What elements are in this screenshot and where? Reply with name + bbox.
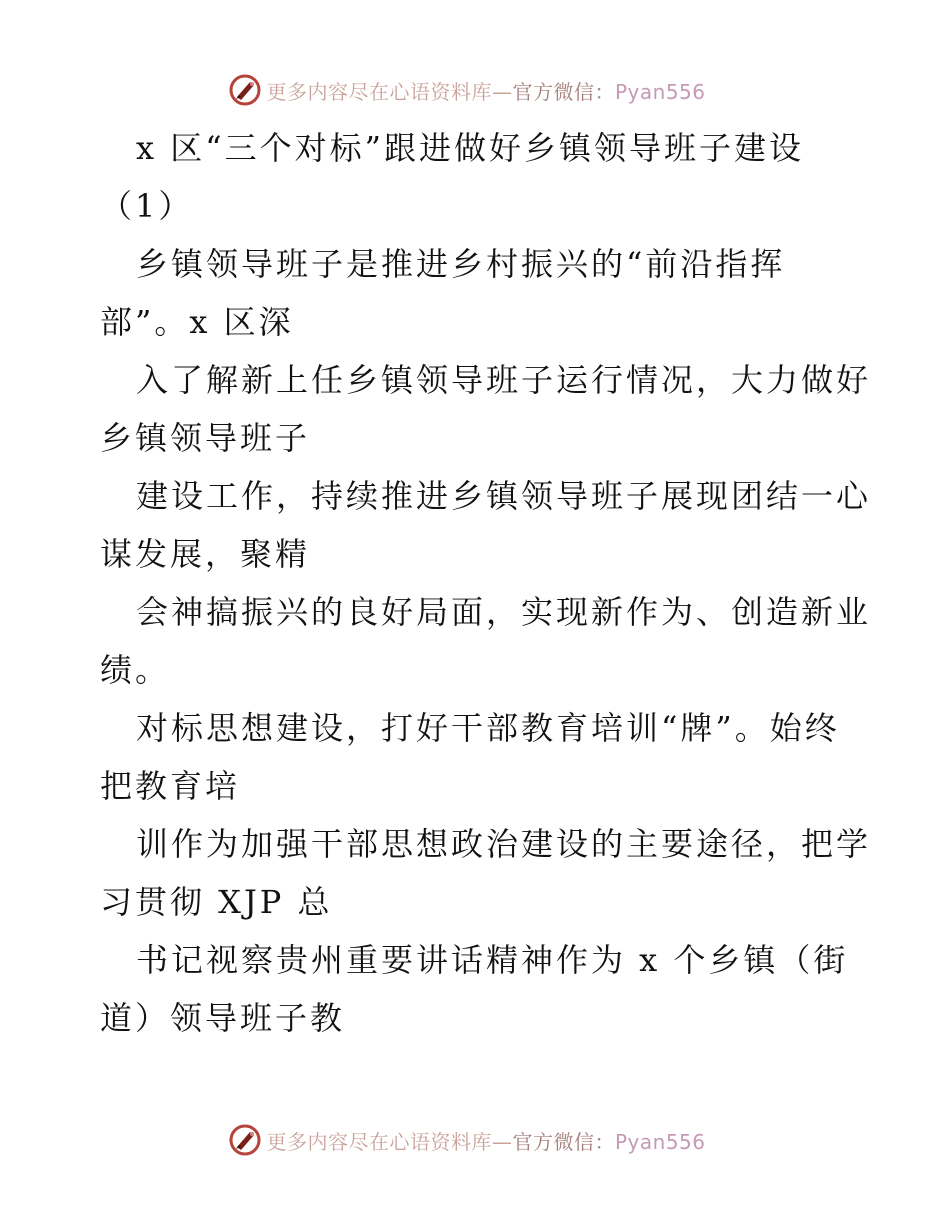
paragraph-line: 建设工作，持续推进乡镇领导班子展现团结一心: [136, 477, 872, 515]
paragraph-line: 训作为加强干部思想政治建设的主要途径，把学: [136, 825, 872, 863]
watermark-text: [266, 76, 705, 105]
paragraph-line: 把教育培: [100, 767, 241, 805]
watermark-text: [266, 1126, 705, 1155]
paragraph-line: 道）领导班子教: [100, 999, 346, 1037]
pen-logo-icon: [228, 1123, 262, 1157]
document-title-line-2: （1）: [100, 187, 194, 225]
watermark-main-text: 更多内容尽在心语资料库: [266, 1129, 492, 1154]
paragraph-line: 部”。x 区深: [100, 303, 294, 341]
pen-logo-icon: [228, 73, 262, 107]
paragraph-line: 会神搞振兴的良好局面，实现新作为、创造新业: [136, 593, 872, 631]
paragraph-line: 乡镇领导班子是推进乡村振兴的“前沿指挥: [136, 245, 786, 283]
watermark-banner-top: [0, 70, 950, 110]
watermark-separator: —: [491, 1129, 513, 1154]
watermark-official-label: 官方微信：: [512, 1129, 615, 1154]
watermark-separator: —: [491, 79, 513, 104]
watermark-banner-bottom: [0, 1120, 950, 1160]
watermark-main-text: 更多内容尽在心语资料库: [266, 79, 492, 104]
watermark-wechat-id: Pyan556: [614, 79, 706, 104]
watermark-official-label: 官方微信：: [512, 79, 615, 104]
paragraph-line: 绩。: [100, 651, 171, 689]
paragraph-line: 书记视察贵州重要讲话精神作为 x 个乡镇（街: [136, 941, 849, 979]
paragraph-line: 对标思想建设，打好干部教育培训“牌”。始终: [136, 709, 840, 747]
paragraph-line: 乡镇领导班子: [100, 419, 311, 457]
paragraph-line: 习贯彻 XJP 总: [100, 883, 333, 921]
paragraph-line: 谋发展，聚精: [100, 535, 311, 573]
paragraph-line: 入了解新上任乡镇领导班子运行情况，大力做好: [136, 361, 872, 399]
watermark-content: [228, 73, 705, 107]
watermark-wechat-id: Pyan556: [614, 1129, 706, 1154]
document-title-line-1: x 区“三个对标”跟进做好乡镇领导班子建设: [136, 129, 804, 167]
watermark-content: [228, 1123, 705, 1157]
